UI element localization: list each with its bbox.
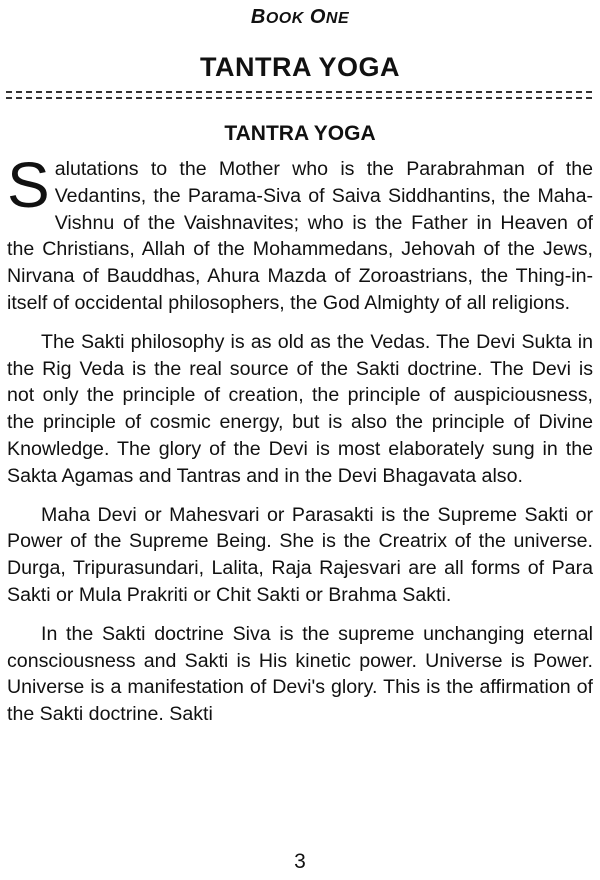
book-title: TANTRA YOGA: [200, 52, 400, 82]
paragraph-1: [7, 149, 593, 317]
paragraph-4: In the Sakti doctrine Siva is the supreme unchanging eternal consciousness and Sakti is His kinetic power. Universe is Power. Universe is a manifestation of Devi's glory. This is the affirmation of the Sakti doctrine. Sakti: [7, 622, 593, 726]
paragraph-3: Maha Devi or Mahesvari or Parasakti is the Supreme Sakti or Power of the Supreme Being. She is the Creatrix of the universe. Durga, Tripurasundari, Lalita, Raja Rajesvari are all forms of Para Sakti or Mula Prakriti or Chit Sakti or Brahma Sakti.: [7, 503, 593, 606]
book-label-smallcaps: OOK: [265, 10, 304, 27]
drop-cap: S: [7, 149, 50, 221]
book-part-label: [0, 6, 600, 29]
book-label-initial: O: [309, 6, 326, 28]
header-divider-bottom: [6, 97, 592, 99]
book-label-initial: B: [250, 6, 266, 28]
section-title: TANTRA YOGA: [224, 122, 376, 145]
header-divider-top: [6, 91, 592, 93]
page-number: 3: [294, 850, 306, 873]
body-text: [7, 149, 593, 728]
paragraph-2: The Sakti philosophy is as old as the Vedas. The Devi Sukta in the Rig Veda is the real source of the Sakti doctrine. The Devi is not only the principle of creation, the principle of auspiciousness, the principle of cosmic energy, but is also the principle of Divine Knowledge. The glory of the Devi is most elaborately sung in the Sakta Agamas and Tantras and in the Devi Bhagavata also.: [7, 330, 593, 487]
book-label-smallcaps: NE: [325, 10, 350, 27]
paragraph-1-text: alutations to the Mother who is the Parabrahman of the Vedantins, the Parama-Siva of Saiva Siddhantins, the Maha-Vishnu of the Vaishnavites; who is the Father in Heaven of the Christians, Allah of the Mohammedans, Jehovah of the Jews, Nirvana of Bauddhas, Ahura Mazda of Zoroastrians, the Thing-in-itself of occidental philosophers, the God Almighty of all religions.: [7, 158, 593, 314]
